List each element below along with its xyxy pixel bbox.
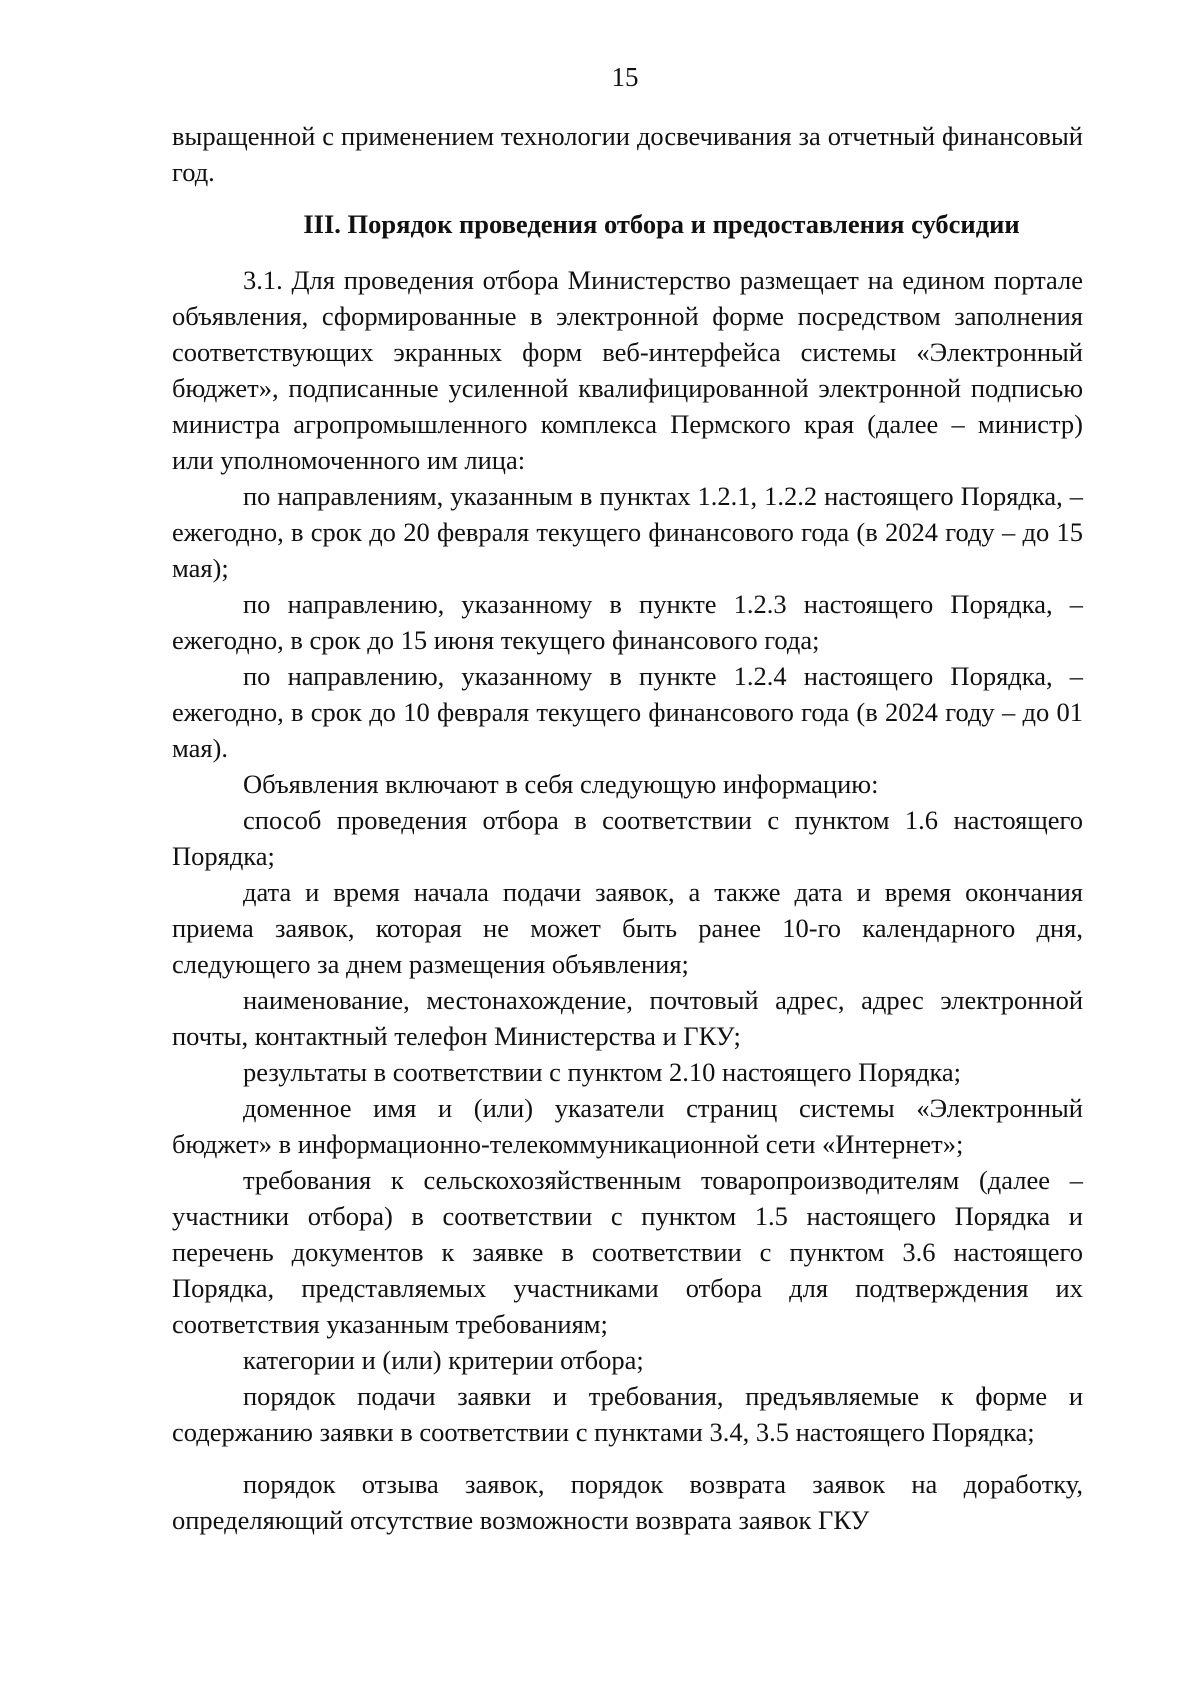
document-body bbox=[172, 118, 1083, 1538]
paragraph: по направлениям, указанным в пунктах 1.2.1, 1.2.2 настоящего Порядка, – ежегодно, в срок до 20 февраля текущего финансового года (в 2024 году – до 15 мая); bbox=[172, 481, 1083, 583]
paragraph: доменное имя и (или) указатели страниц системы «Электронный бюджет» в информационно-телекоммуникационной сети «Интернет»; bbox=[172, 1093, 1083, 1159]
paragraph: наименование, местонахождение, почтовый адрес, адрес электронной почты, контактный телефон Министерства и ГКУ; bbox=[172, 985, 1083, 1051]
paragraph-continuation: выращенной с применением технологии досвечивания за отчетный финансовый год. bbox=[172, 121, 1083, 187]
paragraph-3-1: 3.1. Для проведения отбора Министерство размещает на едином портале объявления, сформированные в электронной форме посредством заполнения соответствующих экранных форм веб-интерфейса системы «Электронный бюджет», подписанные усиленной квалифицированной электронной подписью министра агропромышленного комплекса Пермского края (далее – министр) или уполномоченного им лица: bbox=[172, 265, 1083, 475]
page-number: 15 bbox=[611, 62, 639, 92]
paragraph: порядок подачи заявки и требования, предъявляемые к форме и содержанию заявки в соответствии с пунктами 3.4, 3.5 настоящего Порядка; bbox=[172, 1381, 1083, 1447]
paragraph: Объявления включают в себя следующую информацию: bbox=[243, 769, 879, 799]
paragraph: требования к сельскохозяйственным товаропроизводителям (далее – участники отбора) в соответствии с пунктом 1.5 настоящего Порядка и перечень документов к заявке в соответствии с пунктом 3.6 настоящего Порядка, представляемых участниками отбора для подтверждения их соответствия указанным требованиям; bbox=[172, 1165, 1083, 1339]
paragraph: по направлению, указанному в пункте 1.2.3 настоящего Порядка, – ежегодно, в срок до 15 июня текущего финансового года; bbox=[172, 589, 1083, 655]
paragraph: дата и время начала подачи заявок, а также дата и время окончания приема заявок, которая не может быть ранее 10-го календарного дня, следующего за днем размещения объявления; bbox=[172, 877, 1083, 979]
paragraph: способ проведения отбора в соответствии с пунктом 1.6 настоящего Порядка; bbox=[172, 805, 1083, 871]
paragraph: результаты в соответствии с пунктом 2.10 настоящего Порядка; bbox=[243, 1057, 962, 1087]
paragraph: по направлению, указанному в пункте 1.2.4 настоящего Порядка, – ежегодно, в срок до 10 февраля текущего финансового года (в 2024 году – до 01 мая). bbox=[172, 661, 1083, 763]
paragraph: порядок отзыва заявок, порядок возврата заявок на доработку, определяющий отсутствие возможности возврата заявок ГКУ bbox=[172, 1469, 1083, 1535]
paragraph: категории и (или) критерии отбора; bbox=[243, 1345, 644, 1375]
section-heading: III. Порядок проведения отбора и предоставления субсидии bbox=[303, 209, 1020, 239]
